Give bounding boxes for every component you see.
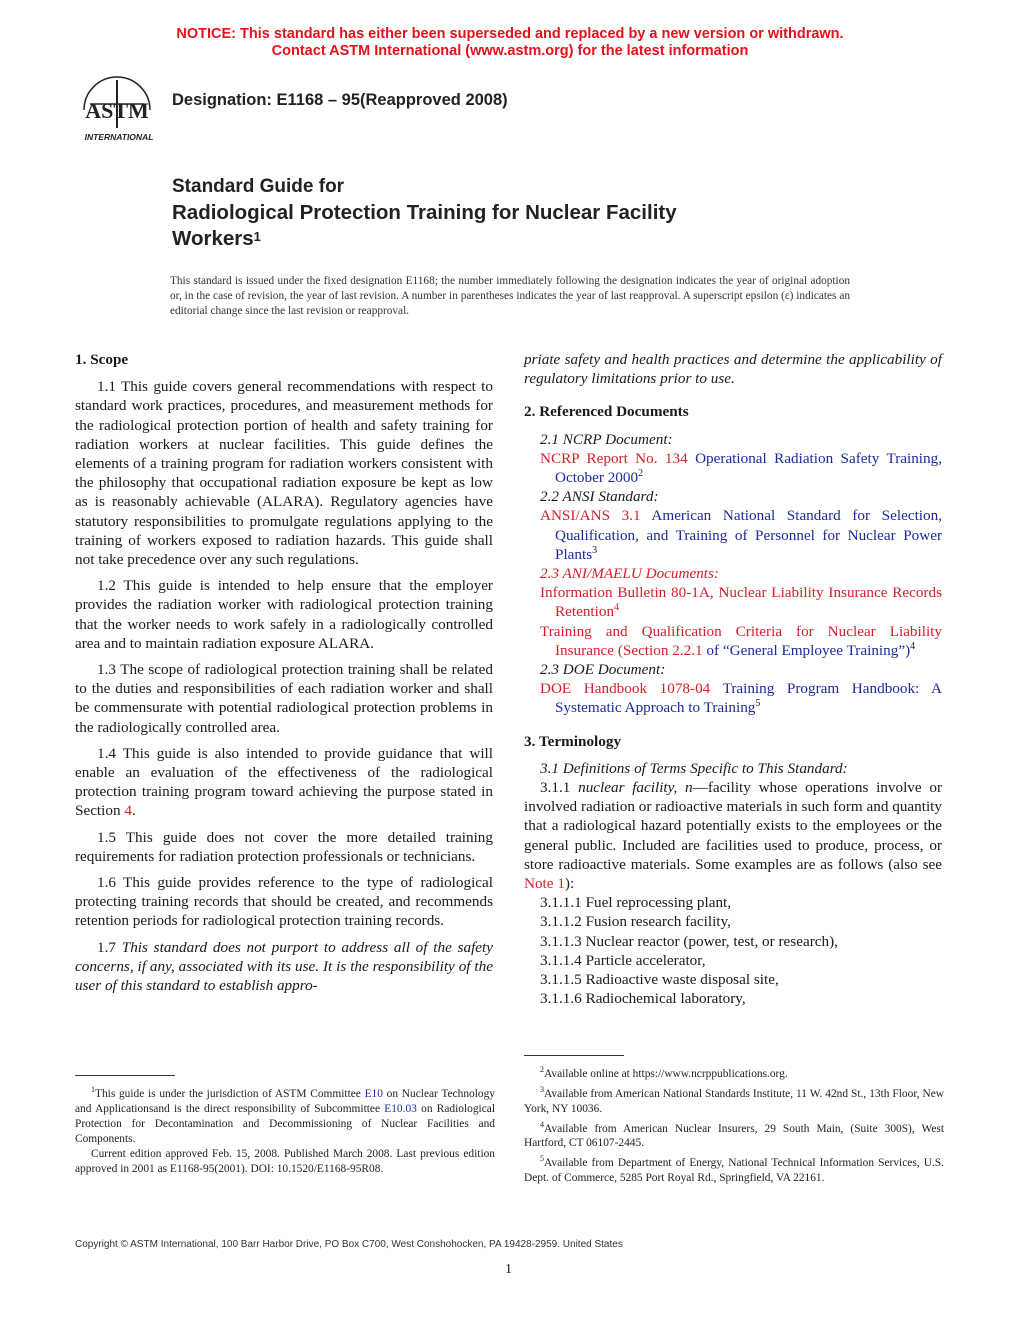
title-line-3: Workers$^1$ (172, 227, 261, 250)
logo-subtext: INTERNATIONAL (84, 132, 154, 142)
e10-03-link[interactable]: E10.03 (384, 1102, 417, 1115)
notice-line-2: Contact ASTM International (www.astm.org) for the latest information (271, 43, 749, 59)
ani-heading: 2.3 ANI/MAELU Documents: (540, 565, 719, 583)
footnote-2: $^2$Available online at https://www.ncrppublications.org. (540, 1065, 788, 1080)
astm-logo-icon (74, 74, 160, 144)
e10-link[interactable]: E10 (364, 1087, 383, 1100)
list-item: 3.1.1.3 Nuclear reactor (power, test, or research), (540, 932, 838, 950)
section-4-link[interactable]: 4 (124, 802, 132, 820)
footnote-5: $^5$Available from Department of Energy, National Technical Information Services, U.S. Dept. of Commerce, 5285 Port Royal Rd., Springfield, VA 22161. (524, 1154, 944, 1185)
list-item: 3.1.1.6 Radiochemical laboratory, (540, 990, 746, 1008)
nuclear-facility-definition: 3.1.1 nuclear facility, n—facility whose operations involve or involved radiation or radioactive materials in such form and quantity that a radiological hazard potentially exists to the employees or the general public. Included are facilities used to produce, process, or store radioactive materials. Some examples are as follows (also see Note 1): (524, 779, 942, 893)
doe-reference[interactable]: DOE Handbook 1078-04 Training Program Handbook: A Systematic Approach to Training$^5$ (540, 680, 942, 717)
ansi-reference[interactable]: ANSI/ANS 3.1 American National Standard for Selection, Qualification, and Training of Personnel for Nuclear Power Plants$^3$ (540, 507, 942, 563)
ib-reference[interactable]: Information Bulletin 80-1A, Nuclear Liability Insurance Records Retention$^4$ (540, 584, 942, 621)
refdocs-heading: 2. Referenced Documents (524, 403, 689, 421)
document-title (172, 174, 677, 252)
para-1-4: 1.4 This guide is also intended to provide guidance that will enable an evaluation of the effectiveness of the radiological protection training program toward achieving the purpose stated in Section 4. (75, 744, 493, 820)
title-line-2: Radiological Protection Training for Nuclear Facility (172, 201, 677, 224)
para-1-1: 1.1 This guide covers general recommendations with respect to standard work practices, procedures, and measurement methods for the radiological protection portion of health and safety training for radiation workers at nuclear facilities. This guide defines the elements of a training program for radiation workers consistent with the philosophy that occupational radiation exposure be kept as low as is reasonably achievable (ALARA). Regulatory agencies have statutory responsibilities to promulgate regulations applying to the training of workers exposed to radiation hazards. This guide shall not take precedence over any such regulations. (75, 378, 493, 569)
issued-note: This standard is issued under the fixed designation E1168; the number immediately following the designation indicates the year of original adoption or, in the case of revision, the year of last revision. A number in parentheses indicates the year of last reapproval. A superscript epsilon (ε) indicates an editorial change since the last revision or reapproval. (170, 275, 850, 317)
para-1-2: 1.2 This guide is intended to help ensure that the employer provides the radiation worker with radiological protection training that the worker needs to work safely in a radiologically controlled area and to maintain radiation exposure ALARA. (75, 577, 493, 652)
para-1-7: 1.7 This standard does not purport to address all of the safety concerns, if any, associated with its use. It is the responsibility of the user of this standard to establish appro- (75, 938, 493, 995)
page-number: 1 (505, 1262, 512, 1277)
para-1-3: 1.3 The scope of radiological protection training shall be related to the duties and responsibilities of each radiation worker and shall be commensurate with potential radiological protection problems in the radiologically controlled area. (75, 661, 493, 736)
footnote-rule-right (524, 1055, 624, 1056)
footnotes-left (75, 1082, 495, 1177)
note-1-link[interactable]: Note 1 (524, 875, 565, 893)
para-1-6: 1.6 This guide provides reference to the type of radiological protecting training records that should be created, and recommends retention periods for radiological protection training records. (75, 874, 493, 930)
footnotes-right (524, 1062, 944, 1186)
title-line-1: Standard Guide for (172, 176, 345, 197)
definitions-heading: 3.1 Definitions of Terms Specific to This Standard: (540, 759, 848, 777)
footnote-1: $^1$This guide is under the jurisdiction of ASTM Committee E10 on Nuclear Technology and Applicationsand is the direct responsibility of Subcommittee E10.03 on Radiological Protection for Decontamination and Decommissioning of Nuclear Facilities and Components. (75, 1085, 495, 1145)
list-item: 3.1.1.4 Particle accelerator, (540, 951, 706, 969)
designation: Designation: E1168 – 95(Reapproved 2008) (172, 91, 508, 109)
footnote-4: $^4$Available from American Nuclear Insurers, 29 South Main, (Suite 300S), West Hartford, CT 06107-2445. (524, 1119, 944, 1150)
footnote-1-edition: Current edition approved Feb. 15, 2008. Published March 2008. Last previous edition approved in 2001 as E1168-95(2001). DOI: 10.1520/E1168-95R08. (75, 1147, 495, 1175)
right-column (524, 350, 942, 1009)
para-1-7-cont: priate safety and health practices and determine the applicability of regulatory limitations prior to use. (524, 351, 942, 388)
title-footnote-ref: 1 (253, 229, 261, 244)
left-column (75, 350, 493, 1002)
para-1-5: 1.5 This guide does not cover the more detailed training requirements for radiation protection professionals or technicians. (75, 828, 493, 865)
ncrp-reference[interactable]: NCRP Report No. 134 Operational Radiation Safety Training, October 2000$^2$ (540, 449, 943, 487)
copyright: Copyright © ASTM International, 100 Barr Harbor Drive, PO Box C700, West Conshohocken, PA 19428-2959. United States (75, 1239, 623, 1250)
footnote-rule-left (75, 1075, 175, 1076)
list-item: 3.1.1.2 Fusion research facility, (540, 913, 731, 931)
scope-heading: 1. Scope (75, 351, 129, 368)
notice-line-1: NOTICE: This standard has either been superseded and replaced by a new version or withdrawn. (176, 26, 844, 42)
footnote-3: $^3$Available from American National Standards Institute, 11 W. 42nd St., 13th Floor, New York, NY 10036. (524, 1084, 944, 1115)
doe-heading: 2.3 DOE Document: (540, 661, 666, 679)
logo-mark: ASTM (85, 98, 149, 123)
withdrawal-notice (0, 26, 1020, 60)
ncrp-heading: 2.1 NCRP Document: (540, 430, 673, 448)
ansi-heading: 2.2 ANSI Standard: (540, 488, 659, 506)
tq-reference[interactable]: Training and Qualification Criteria for Nuclear Liability Insurance (Section 2.2.1 of “General Employee Training”)$^4$ (540, 622, 942, 659)
terminology-heading: 3. Terminology (524, 732, 622, 750)
list-item: 3.1.1.1 Fuel reprocessing plant, (540, 894, 732, 912)
list-item: 3.1.1.5 Radioactive waste disposal site, (540, 971, 779, 989)
